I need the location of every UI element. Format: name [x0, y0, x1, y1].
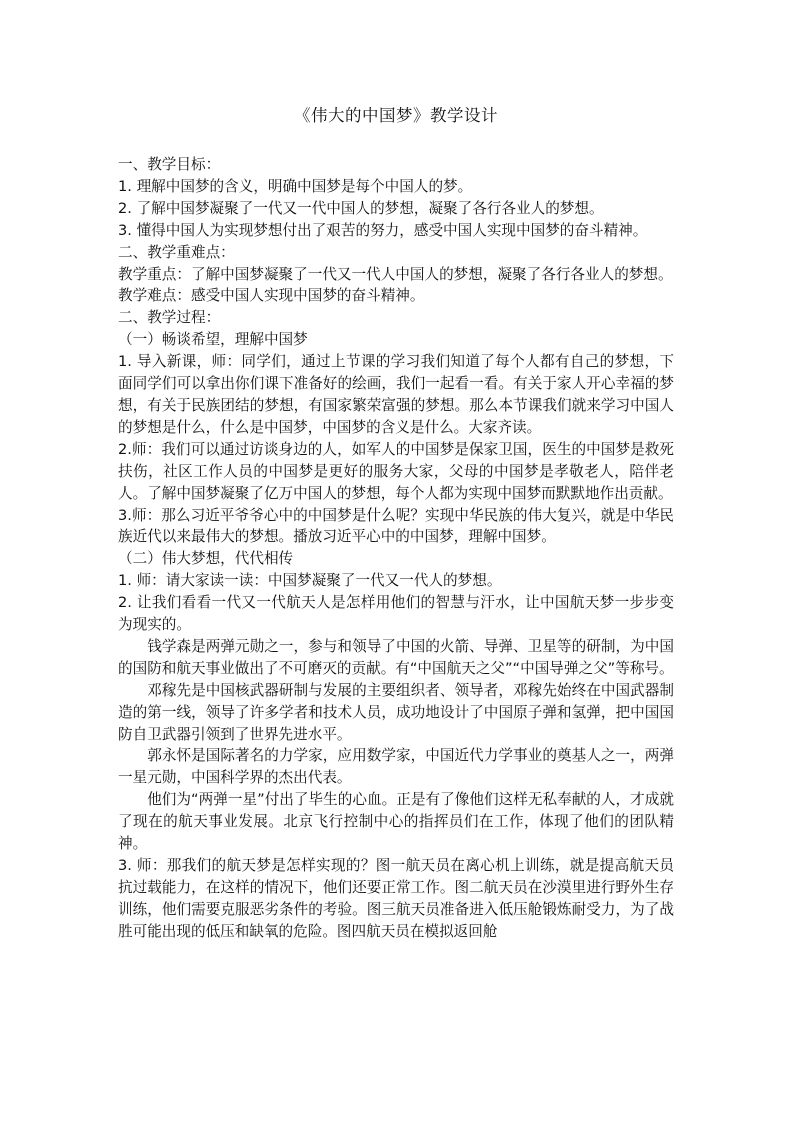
goal-item-1: 1. 理解中国梦的含义，明确中国梦是每个中国人的梦。	[118, 177, 473, 195]
process-heading: 二、教学过程：	[118, 309, 221, 327]
part-two-heading: （二）伟大梦想，代代相传	[118, 550, 294, 568]
document-title: 《伟大的中国梦》教学设计	[294, 106, 498, 125]
part-one-paragraph-1: 1. 导入新课，师：同学们，通过上节课的学习我们知道了每个人都有自己的梦想，下面同学们可以拿出你们课下准备好的绘画，我们一起看一看。有关于家人开心幸福的梦想，有关于民族团结的梦想，有国家繁荣富强的梦想。那么本节课我们就来学习中国人的梦想是什么，什么是中国梦，中国梦的含义是什么。大家齐读。	[118, 353, 674, 436]
part-two-paragraph-1: 1. 师：请大家读一读：中国梦凝聚了一代又一代人的梦想。	[118, 572, 502, 590]
goal-item-2: 2. 了解中国梦凝聚了一代又一代中国人的梦想，凝聚了各行各业人的梦想。	[118, 199, 604, 217]
deng-jiaxian-paragraph: 邓稼先是中国核武器研制与发展的主要组织者、领导者，邓稼先始终在中国武器制造的第一线，领导了许多学者和技术人员，成功地设计了中国原子弹和氢弹，把中国国防自卫武器引领到了世界先进水平。	[118, 681, 674, 743]
document-page	[118, 98, 674, 943]
difficult-point-text: 教学难点：感受中国人实现中国梦的奋斗精神。	[118, 287, 425, 305]
two-bombs-one-satellite-paragraph: 他们为“两弹一星”付出了毕生的心血。正是有了像他们这样无私奉献的人，才成就了现在的航天事业发展。北京飞行控制中心的指挥员们在工作，体现了他们的团队精神。	[118, 791, 674, 853]
key-points-heading: 二、教学重难点：	[118, 243, 235, 261]
qian-xuesen-paragraph: 钱学森是两弹元勋之一，参与和领导了中国的火箭、导弹、卫星等的研制，为中国的国防和航天事业做出了不可磨灭的贡献。有“中国航天之父”“中国导弹之父”等称号。	[118, 637, 674, 677]
part-one-paragraph-2: 2.师：我们可以通过访谈身边的人，如军人的中国梦是保家卫国，医生的中国梦是救死扶伤，社区工作人员的中国梦是更好的服务大家，父母的中国梦是孝敬老人，陪伴老人。了解中国梦凝聚了亿万中国人的梦想，每个人都为实现中国梦而默默地作出贡献。	[118, 440, 674, 502]
part-one-heading: （一）畅谈希望，理解中国梦	[118, 331, 308, 349]
part-two-paragraph-2: 2. 让我们看看一代又一代航天人是怎样用他们的智慧与汗水，让中国航天梦一步步变为现实的。	[118, 594, 674, 634]
key-point-text: 教学重点：了解中国梦凝聚了一代又一代人中国人的梦想，凝聚了各行各业人的梦想。	[118, 265, 673, 283]
part-two-paragraph-3: 3. 师：那我们的航天梦是怎样实现的？图一航天员在离心机上训练，就是提高航天员抗过载能力，在这样的情况下，他们还要正常工作。图二航天员在沙漠里进行野外生存训练，他们需要克服恶劣条件的考验。图三航天员准备进入低压舱锻炼耐受力，为了战胜可能出现的低压和缺氧的危险。图四航天员在模拟返回舱	[118, 857, 674, 940]
guo-yonghuai-paragraph: 郭永怀是国际著名的力学家，应用数学家，中国近代力学事业的奠基人之一，两弹一星元勋，中国科学界的杰出代表。	[118, 747, 674, 787]
part-one-paragraph-3: 3.师：那么习近平爷爷心中的中国梦是什么呢？实现中华民族的伟大复兴，就是中华民族近代以来最伟大的梦想。播放习近平心中的中国梦，理解中国梦。	[118, 506, 674, 546]
goal-item-3: 3. 懂得中国人为实现梦想付出了艰苦的努力，感受中国人实现中国梦的奋斗精神。	[118, 221, 648, 239]
goals-heading: 一、教学目标：	[118, 156, 221, 173]
